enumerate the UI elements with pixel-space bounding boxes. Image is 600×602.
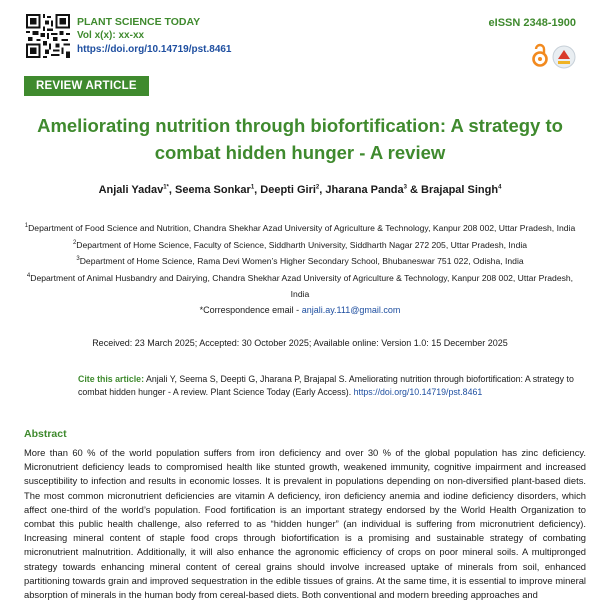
abstract-heading: Abstract — [24, 428, 67, 440]
correspondence-label: *Correspondence email - — [199, 305, 302, 315]
citation-text: Anjali Y, Seema S, Deepti G, Jharana P, Brajapal S. Ameliorating nutrition through biofortification: A strategy to combat hidden hunger - A review. Plant Science Today (Early Access). — [78, 374, 574, 397]
crossmark-icon[interactable] — [553, 46, 575, 68]
publication-dates: Received: 23 March 2025; Accepted: 30 October 2025; Available online: Version 1.0: 15 December 2025 — [92, 338, 508, 348]
correspondence-email-link[interactable]: anjali.ay.111@gmail.com — [301, 305, 401, 315]
affiliation-list — [20, 220, 580, 303]
affiliation: $^3$Department of Home Science, Rama Devi Women’s Higher Secondary School, Bhubaneswar 751 022, Odisha, India — [76, 256, 524, 266]
author[interactable]: Anjali Yadav$^{1*}$ — [98, 184, 169, 196]
article-title: Ameliorating nutrition through biofortification: A strategy to combat hidden hunger - A review — [37, 115, 563, 163]
journal-info — [77, 15, 232, 57]
qr-code-icon[interactable] — [26, 14, 70, 58]
affiliation: $^4$Department of Animal Husbandry and Dairying, Chandra Shekhar Azad University of Agriculture & Technology, Kanpur 208 002, Uttar Pradesh, India — [26, 272, 574, 299]
eissn-label: eISSN 2348-1900 — [488, 17, 576, 29]
affiliation: $^1$Department of Food Science and Nutrition, Chandra Shekhar Azad University of Agriculture & Technology, Kanpur 208 002, Uttar Pradesh, India — [24, 223, 576, 233]
citation — [78, 373, 588, 399]
journal-volume: Vol x(x): xx-xx — [77, 30, 145, 41]
author[interactable]: Jharana Panda$^3$ — [325, 184, 407, 196]
author[interactable]: Brajapal Singh$^4$ — [421, 184, 502, 196]
abstract-body: More than 60 % of the world population suffers from iron deficiency and over 30 % of the global population has zinc deficiency. Micronutrient deficiency leads to compromised health like stunted growth, weakened immunity, cognitive impairment and increased susceptibility to infection and results in economic losses. It is prevalent in populations depending on non-diversified plant-based diets. The most common micronutrient deficiencies are vitamin A deficiency, iron deficiency anemia and iodine deficiency disorders, which affect one-third of the world’s population. Food fortification is an important strategy endorsed by the World Health Organization to combat this public health challenge, also referred to as “hidden hunger” (an individual is suffering from micronutrient deficiency). Increasing mineral content of staple food crops through biofortification is a promising and sustainable strategy of combating micronutrient malnutrition. Additionally, it will also enhance the agronomic efficiency of crops on poor mineral soils. A multipronged strategy towards enhancing mineral content of cereal grains should involve increased uptake of minerals from soil, enhanced partitioning towards grain and improved sequestration in the edible tissues of grains. At the same time, it is essential to improve mineral absorption of minerals in the human body from cereal-based diets. Both conventional and modern breeding approaches and — [24, 447, 586, 601]
journal-doi-link[interactable]: https://doi.org/10.14719/pst.8461 — [77, 44, 232, 55]
citation-doi-link[interactable]: https://doi.org/10.14719/pst.8461 — [353, 387, 483, 397]
page-header — [0, 0, 600, 70]
correspondence — [20, 305, 580, 315]
author[interactable]: Seema Sonkar$^1$ — [174, 184, 255, 196]
journal-name: PLANT SCIENCE TODAY — [77, 16, 201, 28]
affiliation: $^2$Department of Home Science, Faculty of Science, Siddharth University, Siddharth Nagar 272 205, Uttar Pradesh, India — [72, 239, 528, 250]
author-list: Anjali Yadav$^{1*}$, Seema Sonkar$^1$, Deepti Giri$^2$, Jharana Panda$^3$ & Brajapal Singh$^4$ — [98, 184, 502, 196]
article-type-badge: REVIEW ARTICLE — [24, 76, 149, 96]
access-icons — [528, 42, 578, 72]
author[interactable]: Deepti Giri$^2$ — [260, 184, 320, 196]
citation-label: Cite this article: — [78, 374, 144, 384]
open-access-icon[interactable] — [534, 45, 547, 66]
